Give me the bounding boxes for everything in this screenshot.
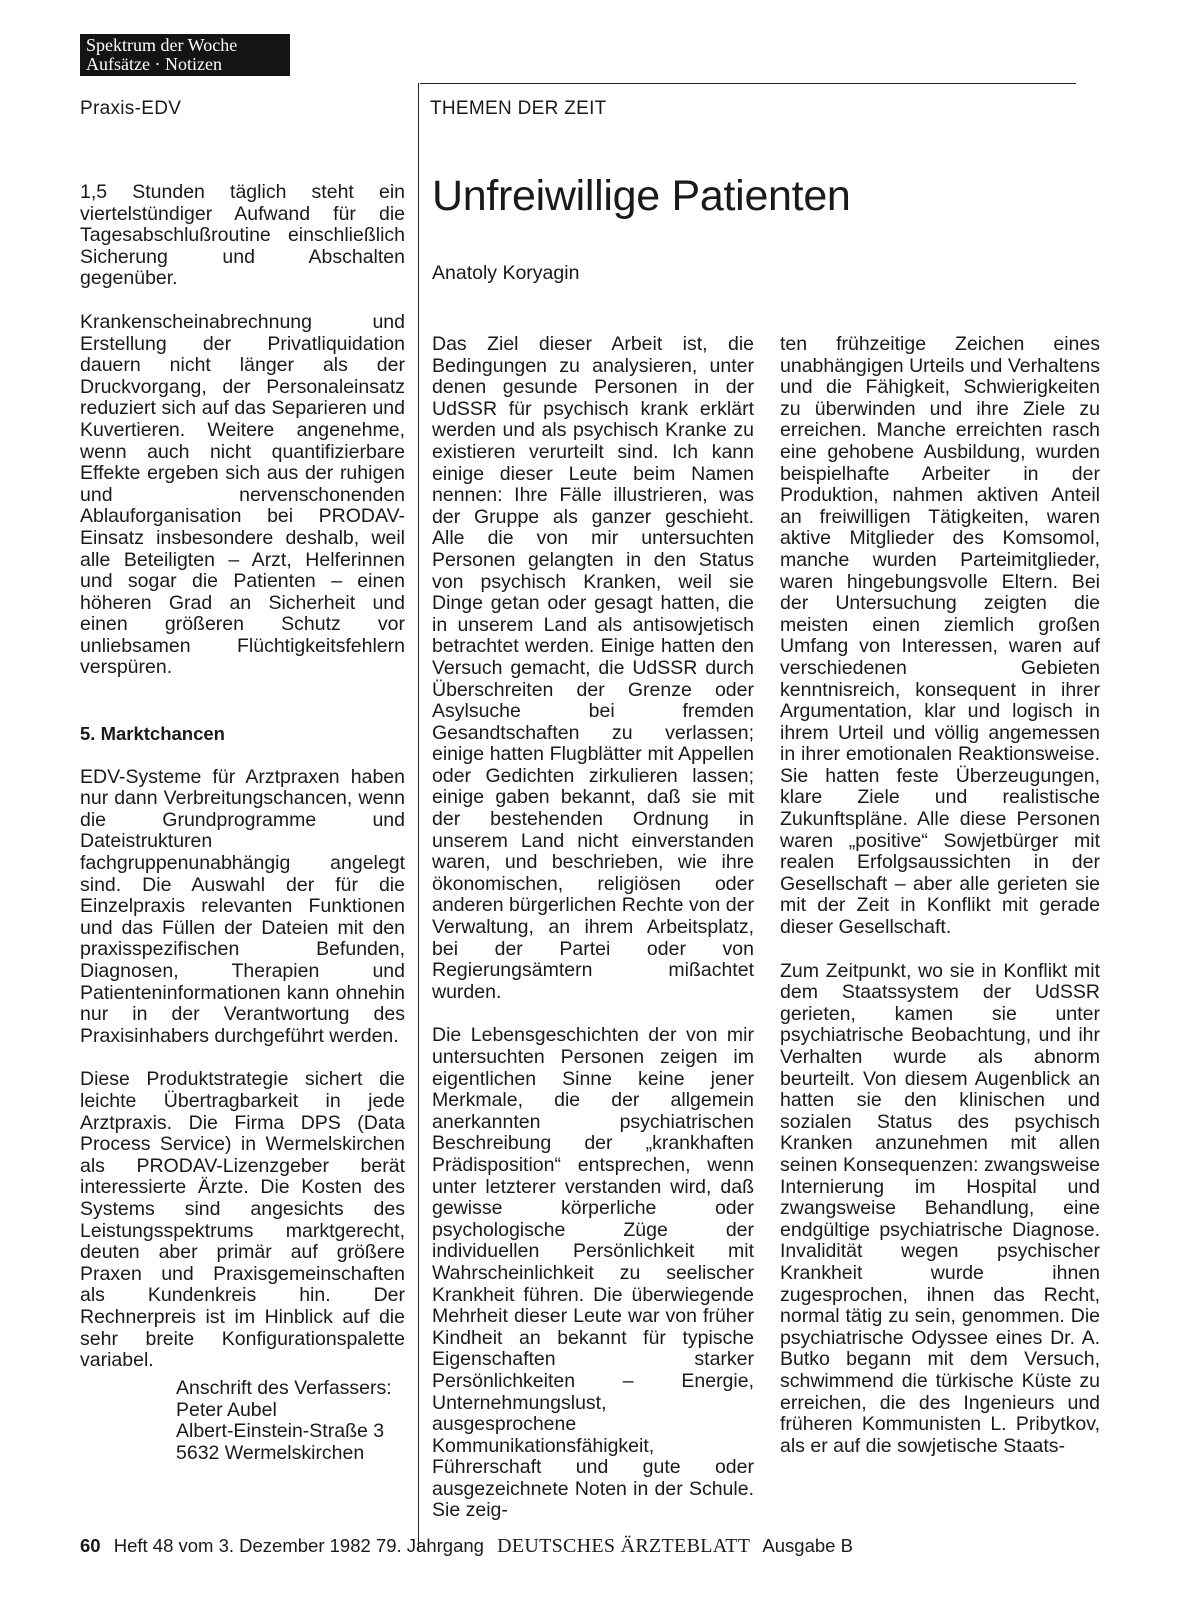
article-author: Anatoly Koryagin [432, 262, 580, 284]
column-divider [418, 83, 419, 1550]
left-column [80, 182, 405, 1394]
left-paragraph: EDV-Systeme für Arztpraxen haben nur dann Verbreitungschancen, wenn die Grundprogramme und Dateistrukturen fachgruppenunabhängig angelegt sind. Die Auswahl der für die Einzelpraxis relevanten Funktionen und das Füllen der Dateien mit den praxisspezifischen Befunden, Diagnosen, Therapien und Patienteninformationen kann ohnehin nur in der Verantwortung des Praxisinhabers durchgeführt werden. [80, 765, 405, 1047]
article-title: Unfreiwillige Patienten [432, 172, 851, 220]
article-paragraph: ten frühzeitige Zeichen eines unabhängigen Urteils und Verhaltens und die Fähigkeit, Schwierigkeiten zu überwinden und ihre Ziele zu erreichen. Manche erreichten rasch eine gehobene Ausbildung, wurden beispielhafte Arbeiter in der Produktion, nahmen aktiven Anteil an freiwilligen Tätigkeiten, waren aktive Mitglieder des Komsomol, manche wurden Parteimitglieder, waren hingebungsvolle Eltern. Bei der Untersuchung zeigten die meisten einen ziemlich großen Umfang von Interessen, waren auf verschiedenen Gebieten kenntnisreich, konsequent in ihrer Argumentation, klar und logisch in ihrem Urteil und völlig angemessen in ihrer emotionalen Reaktionsweise. Sie hatten feste Überzeugungen, klare Ziele und realistische Zukunftspläne. Alle diese Personen waren „positive“ Sowjetbürger mit realen Erfolgsaussichten in der Gesellschaft – aber alle gerieten sie mit der Zeit in Konflikt mit gerade dieser Gesellschaft. [780, 333, 1100, 939]
left-paragraph: Krankenscheinabrechnung und Erstellung der Privatliquidation dauern nicht länger als der Druckvorgang, der Personaleinsatz reduziert sich auf das Separieren und Kuvertieren. Weitere angenehme, wenn auch nicht quantifizierbare Effekte ergeben sich aus der ruhigen und nervenschonenden Ablauforganisation bei PRODAV-Einsatz insbesondere deshalb, weil alle Beteiligten – Arzt, Helferinnen und sogar die Patienten – einen höheren Grad an Sicherheit und einen größeren Schutz vor unliebsamen Flüchtigkeitsfehlern verspüren. [80, 310, 405, 679]
left-paragraph: 1,5 Stunden täglich steht ein viertelstündiger Aufwand für die Tagesabschlußroutine einschließlich Sicherung und Abschalten gegenüber. [80, 181, 405, 290]
article-middle-column [432, 334, 754, 1544]
article-paragraph: Die Lebensgeschichten der von mir untersuchten Personen zeigen im eigentlichen Sinne keine jener Merkmale, die der allgemein anerkannten psychiatrischen Beschreibung der „krankhaften Prädisposition“ entsprechen, wenn unter letzterer verstanden wird, daß gewisse körperliche oder psychologische Züge der individuellen Persönlichkeit mit Wahrscheinlichkeit zu seelischer Krankheit führen. Die überwiegende Mehrheit dieser Leute war von früher Kindheit an bekannt für typische Eigenschaften starker Persönlichkeiten – Energie, Unternehmungslust, ausgesprochene Kommunikationsfähigkeit, Führerschaft und gute oder ausgezeichnete Noten in der Schule. Sie zeig- [432, 1024, 754, 1522]
left-paragraph: Diese Produktstrategie sichert die leichte Übertragbarkeit in jede Arztpraxis. Die Firma DPS (Data Process Service) in Wermelskirchen als PRODAV-Lizenzgeber berät interessierte Ärzte. Die Kosten des Systems sind angesichts des Leistungsspektrums marktgerecht, deuten aber primär auf größere Praxen und Praxisgemeinschaften als Kundenkreis hin. Der Rechnerpreis ist im Hinblick auf die sehr breite Konfigurationspalette variabel. [80, 1068, 405, 1372]
page-number: 60 [80, 1535, 101, 1556]
address-line: Peter Aubel [176, 1398, 277, 1421]
address-line: Albert-Einstein-Straße 3 [176, 1420, 385, 1443]
issue-info: Heft 48 vom 3. Dezember 1982 79. Jahrgang [113, 1535, 484, 1556]
top-rule [420, 83, 1076, 84]
right-section-label: THEMEN DER ZEIT [430, 98, 607, 119]
address-line: 5632 Wermelskirchen [176, 1441, 365, 1464]
article-right-column [780, 334, 1100, 1479]
section-heading: 5. Marktchancen [80, 723, 225, 745]
left-section-label: Praxis-EDV [80, 98, 182, 119]
page-footer [80, 1535, 853, 1558]
banner-line-2: Aufsätze · Notizen [86, 54, 222, 74]
article-paragraph: Zum Zeitpunkt, wo sie in Konflikt mit dem Staatssystem der UdSSR gerieten, kamen sie unter psychiatrische Beobachtung, und ihr Verhalten wurde als abnorm beurteilt. Von diesem Augenblick an hatten sie den klinischen und sozialen Status des psychisch Kranken anzunehmen mit allen seinen Konsequenzen: zwangsweise Internierung im Hospital und zwangsweise Behandlung, eine endgültige psychiatrische Diagnose. Invalidität wegen psychischer Krankheit wurde ihnen zugesprochen, ihnen das Recht, normal tätig zu sein, genommen. Die psychiatrische Odyssee eines Dr. A. Butko begann mit dem Versuch, schwimmend die türkische Küste zu erreichen, die des Ingenieurs und früheren Kommunisten L. Pribytkov, als er auf die sowjetische Staats- [780, 959, 1100, 1457]
article-paragraph: Das Ziel dieser Arbeit ist, die Bedingungen zu analysieren, unter denen gesunde Personen in der UdSSR für psychisch krank erklärt werden und als psychisch Kranke zu existieren verurteilt sind. Ich kann einige dieser Leute beim Namen nennen: Ihre Fälle illustrieren, was der Gruppe als ganzer geschieht. Alle die von mir untersuchten Personen gelangten in den Status von psychisch Kranken, weil sie Dinge getan oder gesagt hatten, die in unserem Land als antisowjetisch betrachtet werden. Einige hatten den Versuch gemacht, die UdSSR durch Überschreiten der Grenze oder Asylsuche bei fremden Gesandtschaften zu verlassen; einige hatten Flugblätter mit Appellen oder Gedichten zirkulieren lassen; einige gaben bekannt, daß sie mit der bestehenden Ordnung in unserem Land nicht einverstanden waren, und beschrieben, wie ihre ökonomischen, religiösen oder anderen bürgerlichen Rechte von der Verwaltung, an ihrem Arbeitsplatz, bei der Partei oder von Regierungsämtern mißachtet wurden. [432, 333, 754, 1003]
banner-line-1: Spektrum der Woche [86, 35, 238, 55]
section-banner [80, 34, 290, 76]
journal-name: DEUTSCHES ÄRZTEBLATT [497, 1535, 751, 1557]
edition-label: Ausgabe B [762, 1535, 853, 1556]
address-line: Anschrift des Verfassers: [176, 1377, 392, 1399]
author-address [176, 1378, 392, 1464]
